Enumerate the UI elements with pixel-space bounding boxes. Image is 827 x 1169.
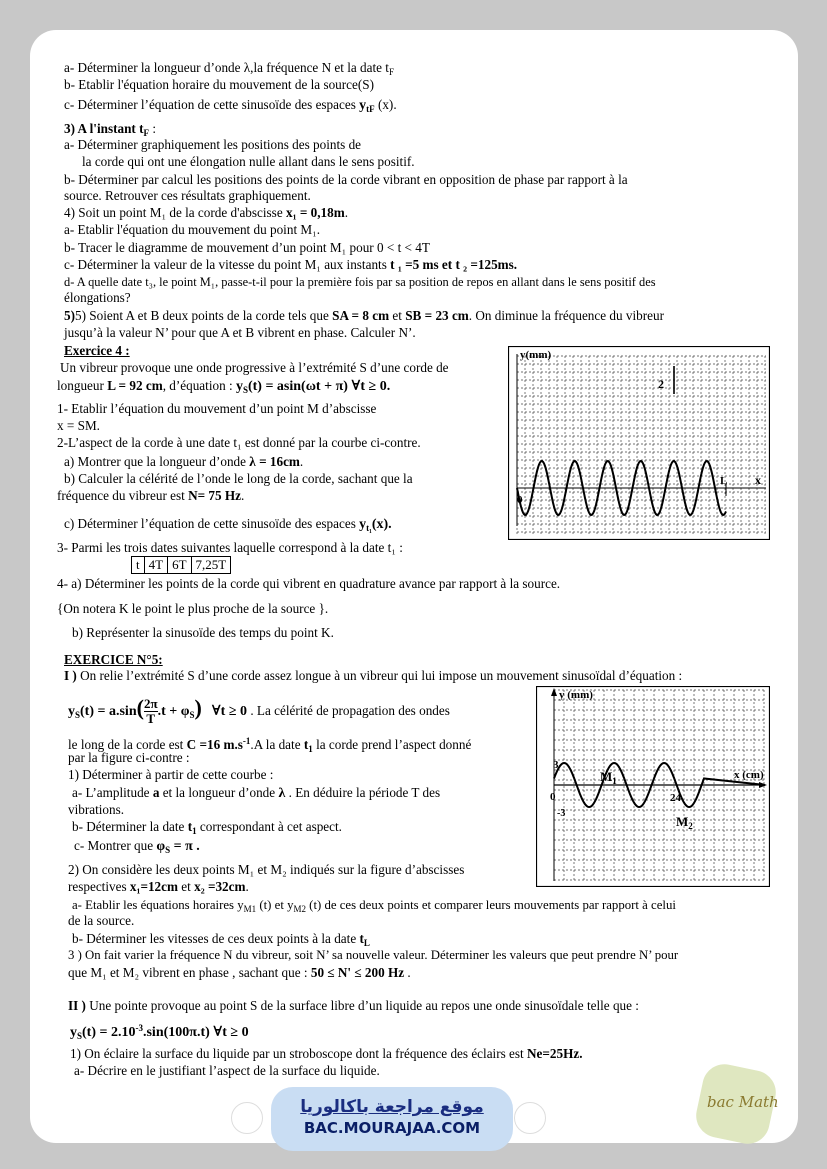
dates-table <box>131 556 231 574</box>
line-a-wavelength: a- Déterminer la longueur d’onde λ,la fréquence N et la date $t_F$ <box>64 60 394 77</box>
ex5-intro: I ) On relie l’extrémité S d’une corde assez longue à un vibreur qui lui impose un mouvement sinusoïdal d’équation : <box>64 668 683 683</box>
ex5-xlabel: x (cm) <box>734 769 764 781</box>
ex4-title: Exercice 4 : <box>64 343 130 358</box>
ex5-origin: 0 <box>550 791 556 803</box>
ex5-tick-24: 24 <box>670 792 681 804</box>
line-q4d: d- A quelle date t₃, le point M₁, passe-t-il pour la première fois par sa position de repos en allant dans le sens positif des <box>64 275 656 289</box>
ex4-amp-label: 2 <box>658 377 664 391</box>
ex5-q2: 2) On considère les deux points M₁ et M₂ indiqués sur la figure d’abscisses <box>68 862 465 877</box>
dates-table-cell: t <box>132 557 145 574</box>
ex4-q2c: c) Déterminer l’équation de cette sinusoïde des espaces $y_{t_1}(x)$. <box>64 516 392 533</box>
line-q4c: c- Déterminer la valeur de la vitesse du point M₁ aux instants t ₁ =5 ms et t ₂ =125ms. <box>64 257 518 272</box>
ex4-q4-note: {On notera K le point le plus proche de la source }. <box>57 601 329 616</box>
ex5-ylabel: y (mm) <box>559 689 593 701</box>
ex5-p3: par la figure ci-contre : <box>68 750 190 765</box>
ex4-p2: longueur L = 92 cm, d’équation : $y_S(t) = asin(\omega t + \pi)$ ∀t ≥ 0. <box>57 378 391 395</box>
ex5-title: EXERCICE N°5: <box>64 652 163 667</box>
ex5-q1a-cont: vibrations. <box>68 802 125 817</box>
ex5-part2: II ) Une pointe provoque au point S de la surface libre d’un liquide au repos une onde sinusoïdale telle que : <box>68 998 639 1013</box>
line-q4a: a- Etablir l'équation du mouvement du point M₁. <box>64 222 321 237</box>
line-b-equation: b- Etablir l'équation horaire du mouvement de la source(S) <box>64 77 374 92</box>
line-q4b: b- Tracer le diagramme de mouvement d’un point M₁ pour 0 < t < 4T <box>64 240 430 255</box>
ex5-q3: 3 ) On fait varier la fréquence N du vibreur, soit N’ sa nouvelle valeur. Déterminer les valeurs que peut prendre N’ pour <box>68 948 679 962</box>
ex5-part2-q1: 1) On éclaire la surface du liquide par un stroboscope dont la fréquence des éclairs est Ne=25Hz. <box>70 1046 583 1061</box>
ex5-p2: le long de la corde est C =16 $m.s^{-1}.A$ la date $t_1$ la corde prend l’aspect donné <box>68 736 472 754</box>
ex4-p1: Un vibreur provoque une onde progressive à l’extrémité S d’une corde de <box>60 360 449 375</box>
ex4-q1b: x = SM. <box>57 418 100 433</box>
ex5-q2a: a- Etablir les équations horaires $y_{M1}$ (t) et $y_{M2}$ (t) de ces deux points et comparer leurs mouvements par rapport à celui <box>72 898 676 914</box>
site-banner[interactable] <box>271 1087 513 1151</box>
line-q3: 3) A l'instant $t_F$ : <box>64 121 156 138</box>
line-q4d-cont: élongations? <box>64 290 131 305</box>
ex5-M1-label: $M_1$ <box>600 769 617 786</box>
bac-math-logo-text: bac Math <box>707 1093 779 1111</box>
right-book-icon <box>514 1102 546 1134</box>
ex5-equation: $y_S(t) = a.\sin$( $\frac{2\pi}{T}$ $.t + \varphi_S$) ∀t ≥ 0 . La célérité de propagation des ondes <box>68 695 450 727</box>
ex4-figure-frame <box>509 347 770 540</box>
ex5-q1: 1) Déterminer à partir de cette courbe : <box>68 767 274 782</box>
ex4-q3: 3- Parmi les trois dates suivantes laquelle correspond à la date t₁ : <box>57 540 403 555</box>
line-q5: 5)5) Soient A et B deux points de la corde tels que SA = 8 cm et SB = 23 cm. On diminue la fréquence du vibreur <box>64 308 664 323</box>
ex5-tick-minus3: -3 <box>557 808 566 819</box>
ex5-q3-cont: que M₁ et M₂ vibrent en phase , sachant que : 50 ≤ N' ≤ 200 Hz . <box>68 965 411 980</box>
ex4-origin: 0 <box>517 494 523 506</box>
ex4-q1: 1- Etablir l’équation du mouvement d’un point M d’abscisse <box>57 401 377 416</box>
ex5-q2-cont: respectives x₁=12cm et x₂ =32cm. <box>68 879 249 894</box>
ex5-q1b: b- Déterminer la date $t_1$ correspondant à cet aspect. <box>72 819 342 836</box>
site-banner-url[interactable]: BAC.MOURAJAA.COM <box>303 1119 481 1137</box>
ex5-figure-frame <box>537 687 770 887</box>
site-banner-arabic: موقع مراجعة باكالوريا <box>300 1097 484 1117</box>
dates-table-cell: 7,25T <box>191 557 231 574</box>
ex5-tick-3: 3 <box>553 759 559 771</box>
ex4-q2a: a) Montrer que la longueur d’onde λ = 16cm. <box>64 454 304 469</box>
ex5-part2-equation: $y_S(t) = 2.10^{-3}.\sin(100\pi.t)$ ∀t ≥ 0 <box>70 1023 249 1041</box>
ex4-ylabel: y(mm) <box>520 349 552 361</box>
line-c-sinusoid: c- Déterminer l’équation de cette sinusoïde des espaces $y_{tF}$ (x). <box>64 97 397 114</box>
line-q4: 4) Soit un point M₁ de la corde d'abscisse x₁ = 0,18m. <box>64 205 348 220</box>
ex4-q2b: b) Calculer la célérité de l’onde le long de la corde, sachant que la <box>64 471 413 486</box>
left-book-icon <box>231 1102 263 1134</box>
ex5-q2b: b- Déterminer les vitesses de ces deux points à la date $t_L$ <box>72 931 370 948</box>
line-q3a: a- Déterminer graphiquement les positions des points de <box>64 137 362 152</box>
line-q3a-cont: la corde qui ont une élongation nulle allant dans le sens positif. <box>82 154 415 169</box>
dates-table-cell: 6T <box>168 557 191 574</box>
ex5-q1a: a- L’amplitude a et la longueur d’onde λ . En déduire la période T des <box>72 785 441 801</box>
ex5-M2-label: $M_2$ <box>676 814 693 831</box>
ex4-q4: 4- a) Déterminer les points de la corde qui vibrent en quadrature avance par rapport à la source. <box>57 576 561 591</box>
line-q3b: b- Déterminer par calcul les positions des points de la corde vibrant en opposition de phase par rapport à la <box>64 172 628 187</box>
ex4-xlabel: x <box>755 473 761 487</box>
ex5-q1c: c- Montrer que $\varphi_S = \pi$ . <box>74 838 200 855</box>
ex5-part2-q1a: a- Décrire en le justifiant l’aspect de la surface du liquide. <box>74 1063 380 1078</box>
line-q5-cont: jusqu’à la valeur N’ pour que A et B vibrent en phase. Calculer N’. <box>64 325 416 340</box>
dates-table-cell: 4T <box>144 557 167 574</box>
ex5-wave-figure <box>536 686 770 887</box>
ex4-q2: 2-L’aspect de la corde à une date t₁ est donné par la courbe ci-contre. <box>57 435 421 450</box>
ex5-q2a-cont: de la source. <box>68 913 135 928</box>
ex4-wave-figure <box>508 346 770 540</box>
line-q3b-cont: source. Retrouver ces résultats graphiquement. <box>64 188 311 203</box>
ex4-L-label: L <box>720 475 728 487</box>
ex4-q2b-cont: fréquence du vibreur est N= 75 Hz. <box>57 488 245 503</box>
ex4-q4b: b) Représenter la sinusoïde des temps du point K. <box>72 625 334 640</box>
